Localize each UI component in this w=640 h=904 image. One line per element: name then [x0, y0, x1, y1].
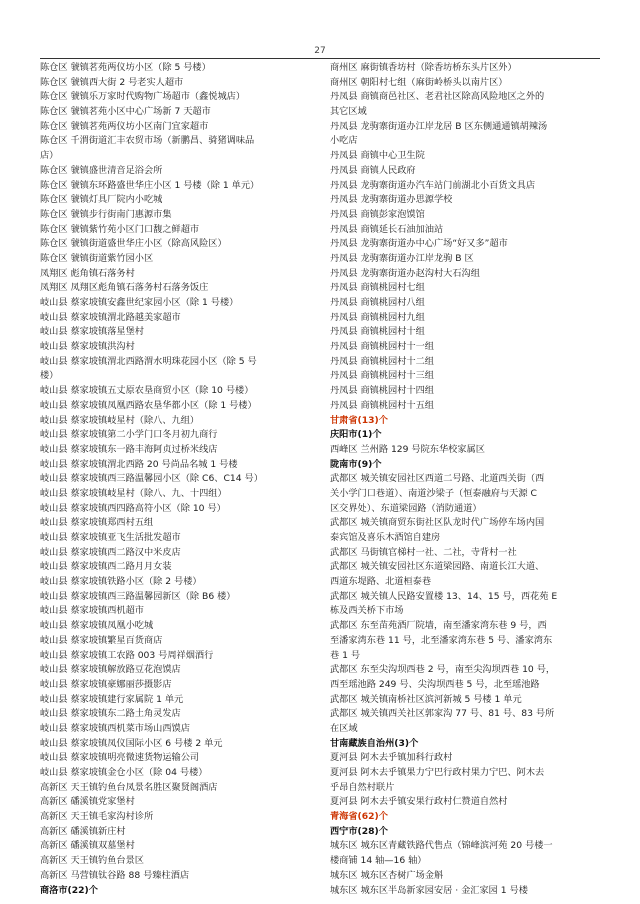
location-line: 岐山县 蔡家坡镇凤凰西路农垦华都小区（除 1 号楼） [40, 399, 257, 411]
location-line: 岐山县 蔡家坡镇工农路 003 号周祥烟酒行 [40, 649, 214, 661]
location-line: 丹凤县 商镇商邑社区、老君社区除高风险地区之外的 [330, 91, 545, 103]
location-line: 岐山县 蔡家坡镇西三路温馨园新区（除 B6 楼） [40, 590, 236, 602]
location-line: 陈仓区 虢镇灯具厂院内小吃城 [40, 194, 163, 206]
location-line: 丹凤县 商镇桃园村八组 [330, 297, 425, 308]
location-line: 丹凤县 商镇桃园村十四组 [330, 385, 434, 397]
location-line: 在区域 [330, 722, 358, 734]
location-line: 岐山县 蔡家坡镇凤凰小吃城 [40, 620, 154, 632]
location-line: 西道东堤路、北道桓泰巷 [330, 576, 432, 588]
location-line: 泰宾馆及喜乐木酒馆自建房 [330, 532, 441, 543]
location-line: 岐山县 蔡家坡镇铁路小区（除 2 号楼） [40, 576, 202, 588]
location-line: 岐山县 蔡家坡镇金仓小区（除 04 号楼） [40, 767, 208, 778]
section-heading: 甘肃省(13)个 [330, 414, 388, 426]
location-line: 高新区 马营镇钛谷路 88 号臻柱酒店 [40, 869, 190, 881]
location-line: 陈仓区 虢镇茗苑两仪坊小区南门宜家超市 [40, 120, 209, 132]
location-line: 丹凤县 商镇桃园村十一组 [330, 341, 434, 353]
location-line: 高新区 天王镇毛家沟村诊所 [40, 811, 154, 823]
location-line: 丹凤县 商镇桃园村十三组 [330, 370, 434, 382]
location-line: 陈仓区 虢镇茗苑小区中心广场新 7 天超市 [40, 106, 211, 118]
location-line: 丹凤县 龙驹寨街道办思源学校 [330, 194, 453, 206]
location-line: 岐山县 蔡家坡镇东二路土角灵发店 [40, 708, 181, 720]
location-line: 武都区 城关镇安园社区东道梁园路、南道长江大道、 [330, 561, 545, 573]
location-line: 陈仓区 虢镇乐万家时代购物广场超市（鑫悦城店） [40, 91, 246, 103]
header-rule [40, 58, 600, 59]
location-line: 岐山县 蔡家坡镇繁星百货商店 [40, 634, 163, 646]
location-line: 岐山县 蔡家坡镇岐星村（除八、九组） [40, 414, 200, 426]
location-line: 凤翔区 彪角镇石落务村 [40, 267, 135, 279]
location-line: 陈仓区 虢镇步行街南门惠源市集 [40, 208, 172, 220]
left-column [40, 61, 312, 898]
location-line: 岐山县 蔡家坡镇第二小学门口冬月初九商行 [40, 429, 218, 441]
location-line: 岐山县 蔡家坡镇西二路月月女装 [40, 561, 172, 573]
location-line: 楼商铺 14 轴—16 轴） [330, 855, 427, 867]
location-line: 武都区 城关镇南桥社区滨河新城 5 号楼 1 单元 [330, 693, 522, 705]
location-line: 岐山县 蔡家坡镇解放路豆花泡馍店 [40, 664, 181, 676]
location-line: 武都区 东至苗苑酒厂院墙，南至潘家湾东巷 9 号，西 [330, 620, 547, 632]
location-line: 丹凤县 商镇桃园村九组 [330, 311, 425, 323]
location-line: 陈仓区 虢镇西大街 2 号老实人超市 [40, 76, 184, 88]
location-line: 陈仓区 虢镇茗苑两仪坊小区（除 5 号楼） [40, 62, 211, 73]
location-line: 高新区 天王镇钓鱼台凤景名胜区聚贤阁酒店 [40, 781, 218, 793]
location-line: 高新区 天王镇钓鱼台景区 [40, 855, 144, 867]
section-heading: 西宁市(28)个 [330, 825, 388, 837]
location-line: 陈仓区 虢镇东环路盛世华庄小区 1 号楼（除 1 单元） [40, 179, 260, 191]
location-line: 丹凤县 龙驹寨街道办江岸龙驹 B 区 [330, 252, 474, 264]
location-line: 岐山县 蔡家坡镇岐星村（除八、九、十四组） [40, 487, 227, 499]
location-line: 楼） [40, 370, 59, 382]
section-heading: 庆阳市(1)个 [330, 429, 382, 441]
location-line: 岐山县 蔡家坡镇豪娜丽莎摄影店 [40, 678, 172, 690]
location-line: 商州区 麻街镇香坊村（除香坊桥东头片区外） [330, 62, 517, 73]
location-line: 商州区 朝阳村七组（麻街岭桥头以南片区） [330, 76, 508, 88]
location-line: 丹凤县 商镇桃园村十组 [330, 326, 425, 338]
page-number: 27 [314, 46, 326, 56]
location-line: 丹凤县 龙驹寨街道办江岸龙居 B 区东侧通通镇胡辣汤 [330, 120, 548, 132]
location-line: 西峰区 兰州路 129 号院东华校家属区 [330, 443, 485, 455]
location-line: 岐山县 蔡家坡镇西二路汉中米皮店 [40, 546, 181, 558]
location-line: 店） [40, 150, 59, 162]
location-line: 武都区 马街镇官梯村一社、二社，寺背村一社 [330, 546, 517, 558]
location-line: 西至瑶池路 249 号、尖沟坝西巷 5 号，北至瑶池路 [330, 678, 540, 690]
location-line: 凤翔区 凤翔区彪角镇石落务村石落务饭庄 [40, 282, 209, 294]
location-line: 陈仓区 虢镇紫竹苑小区门口馥之鲜超市 [40, 223, 200, 235]
location-line: 岐山县 蔡家坡镇西机超市 [40, 605, 144, 617]
location-line: 武都区 城关镇安园社区西道二号路、北道西关街（西 [330, 473, 545, 485]
location-line: 陈仓区 千渭街道汇丰农贸市场（新鹏昌、骑猪调味品 [40, 135, 255, 147]
location-line: 岐山县 蔡家坡镇安鑫世纪家园小区（除 1 号楼） [40, 297, 239, 308]
location-line: 其它区域 [330, 106, 367, 118]
location-line: 夏河县 阿木去乎镇安果行政村仁赞道自然村 [330, 796, 508, 808]
location-line: 岐山县 蔡家坡镇亚飞生活批发超市 [40, 532, 181, 543]
location-line: 岐山县 蔡家坡镇东一路丰海阿贞过桥米线店 [40, 443, 218, 455]
section-heading: 甘南藏族自治州(3)个 [330, 737, 419, 749]
location-line: 夏河县 阿木去乎镇加科行政村 [330, 752, 453, 764]
location-line: 丹凤县 商镇延长石油加油站 [330, 223, 444, 235]
location-line: 陈仓区 虢镇盛世清音足浴会所 [40, 164, 163, 176]
location-line: 岐山县 蔡家坡镇渭北路越美家超市 [40, 311, 181, 323]
location-line: 陈仓区 虢镇街道紫竹园小区 [40, 252, 154, 264]
location-line: 岐山县 蔡家坡镇落星堡村 [40, 326, 144, 338]
location-line: 至潘家湾东巷 11 号，北至潘家湾东巷 5 号、潘家湾东 [330, 634, 553, 646]
location-line: 丹凤县 商镇彭家泡馍馆 [330, 208, 425, 220]
location-line: 岐山县 蔡家坡镇凤仪国际小区 6 号楼 2 单元 [40, 737, 223, 749]
location-line: 武都区 城关镇西关社区郭家沟 77 号、81 号、83 号所 [330, 708, 555, 720]
location-line: 高新区 磻溪镇新庄村 [40, 825, 126, 837]
location-line: 区交界处）、东道梁园路（消防通道） [330, 502, 482, 514]
location-line: 夏河县 阿木去乎镇果力宁巴行政村果力宁巴、阿木去 [330, 767, 545, 778]
location-line: 城东区 城东区杏树广场金斛 [330, 869, 444, 881]
location-line: 武都区 东至尖沟坝西巷 2 号，南至尖沟坝西巷 10 号， [330, 664, 556, 676]
location-line: 岐山县 蔡家坡镇渭北西路渭水明珠花园小区（除 5 号 [40, 355, 257, 367]
section-heading: 陇南市(9)个 [330, 458, 382, 470]
location-line: 丹凤县 龙驹寨街道办中心广场“好又多”超市 [330, 238, 508, 250]
location-line: 岐山县 蔡家坡镇西机菜市场山西馍店 [40, 722, 190, 734]
location-line: 巷 1 号 [330, 649, 361, 661]
section-heading: 商洛市(22)个 [40, 884, 98, 896]
location-line: 丹凤县 商镇桃园村七组 [330, 282, 425, 294]
section-heading: 青海省(62)个 [330, 811, 388, 823]
location-line: 丹凤县 商镇桃园村十二组 [330, 355, 434, 367]
location-line: 岐山县 蔡家坡镇洪沟村 [40, 341, 135, 353]
location-line: 武都区 城关镇人民路安置楼 13、14、15 号，西花苑 E [330, 590, 558, 602]
location-line: 岐山县 蔡家坡镇五丈原农垦商贸小区（除 10 号楼） [40, 385, 254, 397]
location-line: 陈仓区 虢镇街道盛世华庄小区（除高风险区） [40, 238, 227, 250]
location-line: 岐山县 蔡家坡镇建行家属院 1 单元 [40, 693, 184, 705]
location-line: 小吃店 [330, 135, 358, 147]
location-line: 岐山县 蔡家坡镇渭北西路 20 号尚品名城 1 号楼 [40, 458, 238, 470]
location-line: 乎昂自然村联片 [330, 781, 395, 793]
location-line: 丹凤县 商镇中心卫生院 [330, 150, 425, 162]
location-line: 岐山县 蔡家坡镇西四路高符小区（除 10 号） [40, 502, 226, 514]
location-line: 栋及西关桥下市场 [330, 605, 404, 617]
location-line: 武都区 城关镇商贸东街社区队龙时代广场停车场内国 [330, 517, 545, 529]
location-line: 城东区 城东区半岛新家园安居 · 金汇家园 1 号楼 [330, 884, 528, 896]
location-line: 丹凤县 商镇人民政府 [330, 164, 416, 176]
location-line: 关小学门口巷道）、南道沙梁子（恒泰融府与天源 C [330, 487, 537, 499]
location-line: 丹凤县 龙驹寨街道办汽车站门前湖北小百货文具店 [330, 179, 536, 191]
right-column [330, 61, 600, 898]
location-line: 丹凤县 商镇桃园村十五组 [330, 399, 434, 411]
location-line: 岐山县 蔡家坡镇西三路温馨园小区（除 C6、C14 号） [40, 473, 263, 485]
location-line: 高新区 磻溪镇双墓堡村 [40, 840, 135, 852]
location-line: 丹凤县 龙驹寨街道办赵沟村大石沟组 [330, 267, 480, 279]
location-line: 城东区 城东区青藏铁路代售点（锦峰滨河苑 20 号楼一 [330, 840, 553, 852]
location-line: 高新区 磻溪镇党家堡村 [40, 796, 135, 808]
location-line: 岐山县 蔡家坡镇郑西村五组 [40, 517, 154, 529]
location-line: 岐山县 蔡家坡镇明亮微速货物运输公司 [40, 752, 200, 764]
